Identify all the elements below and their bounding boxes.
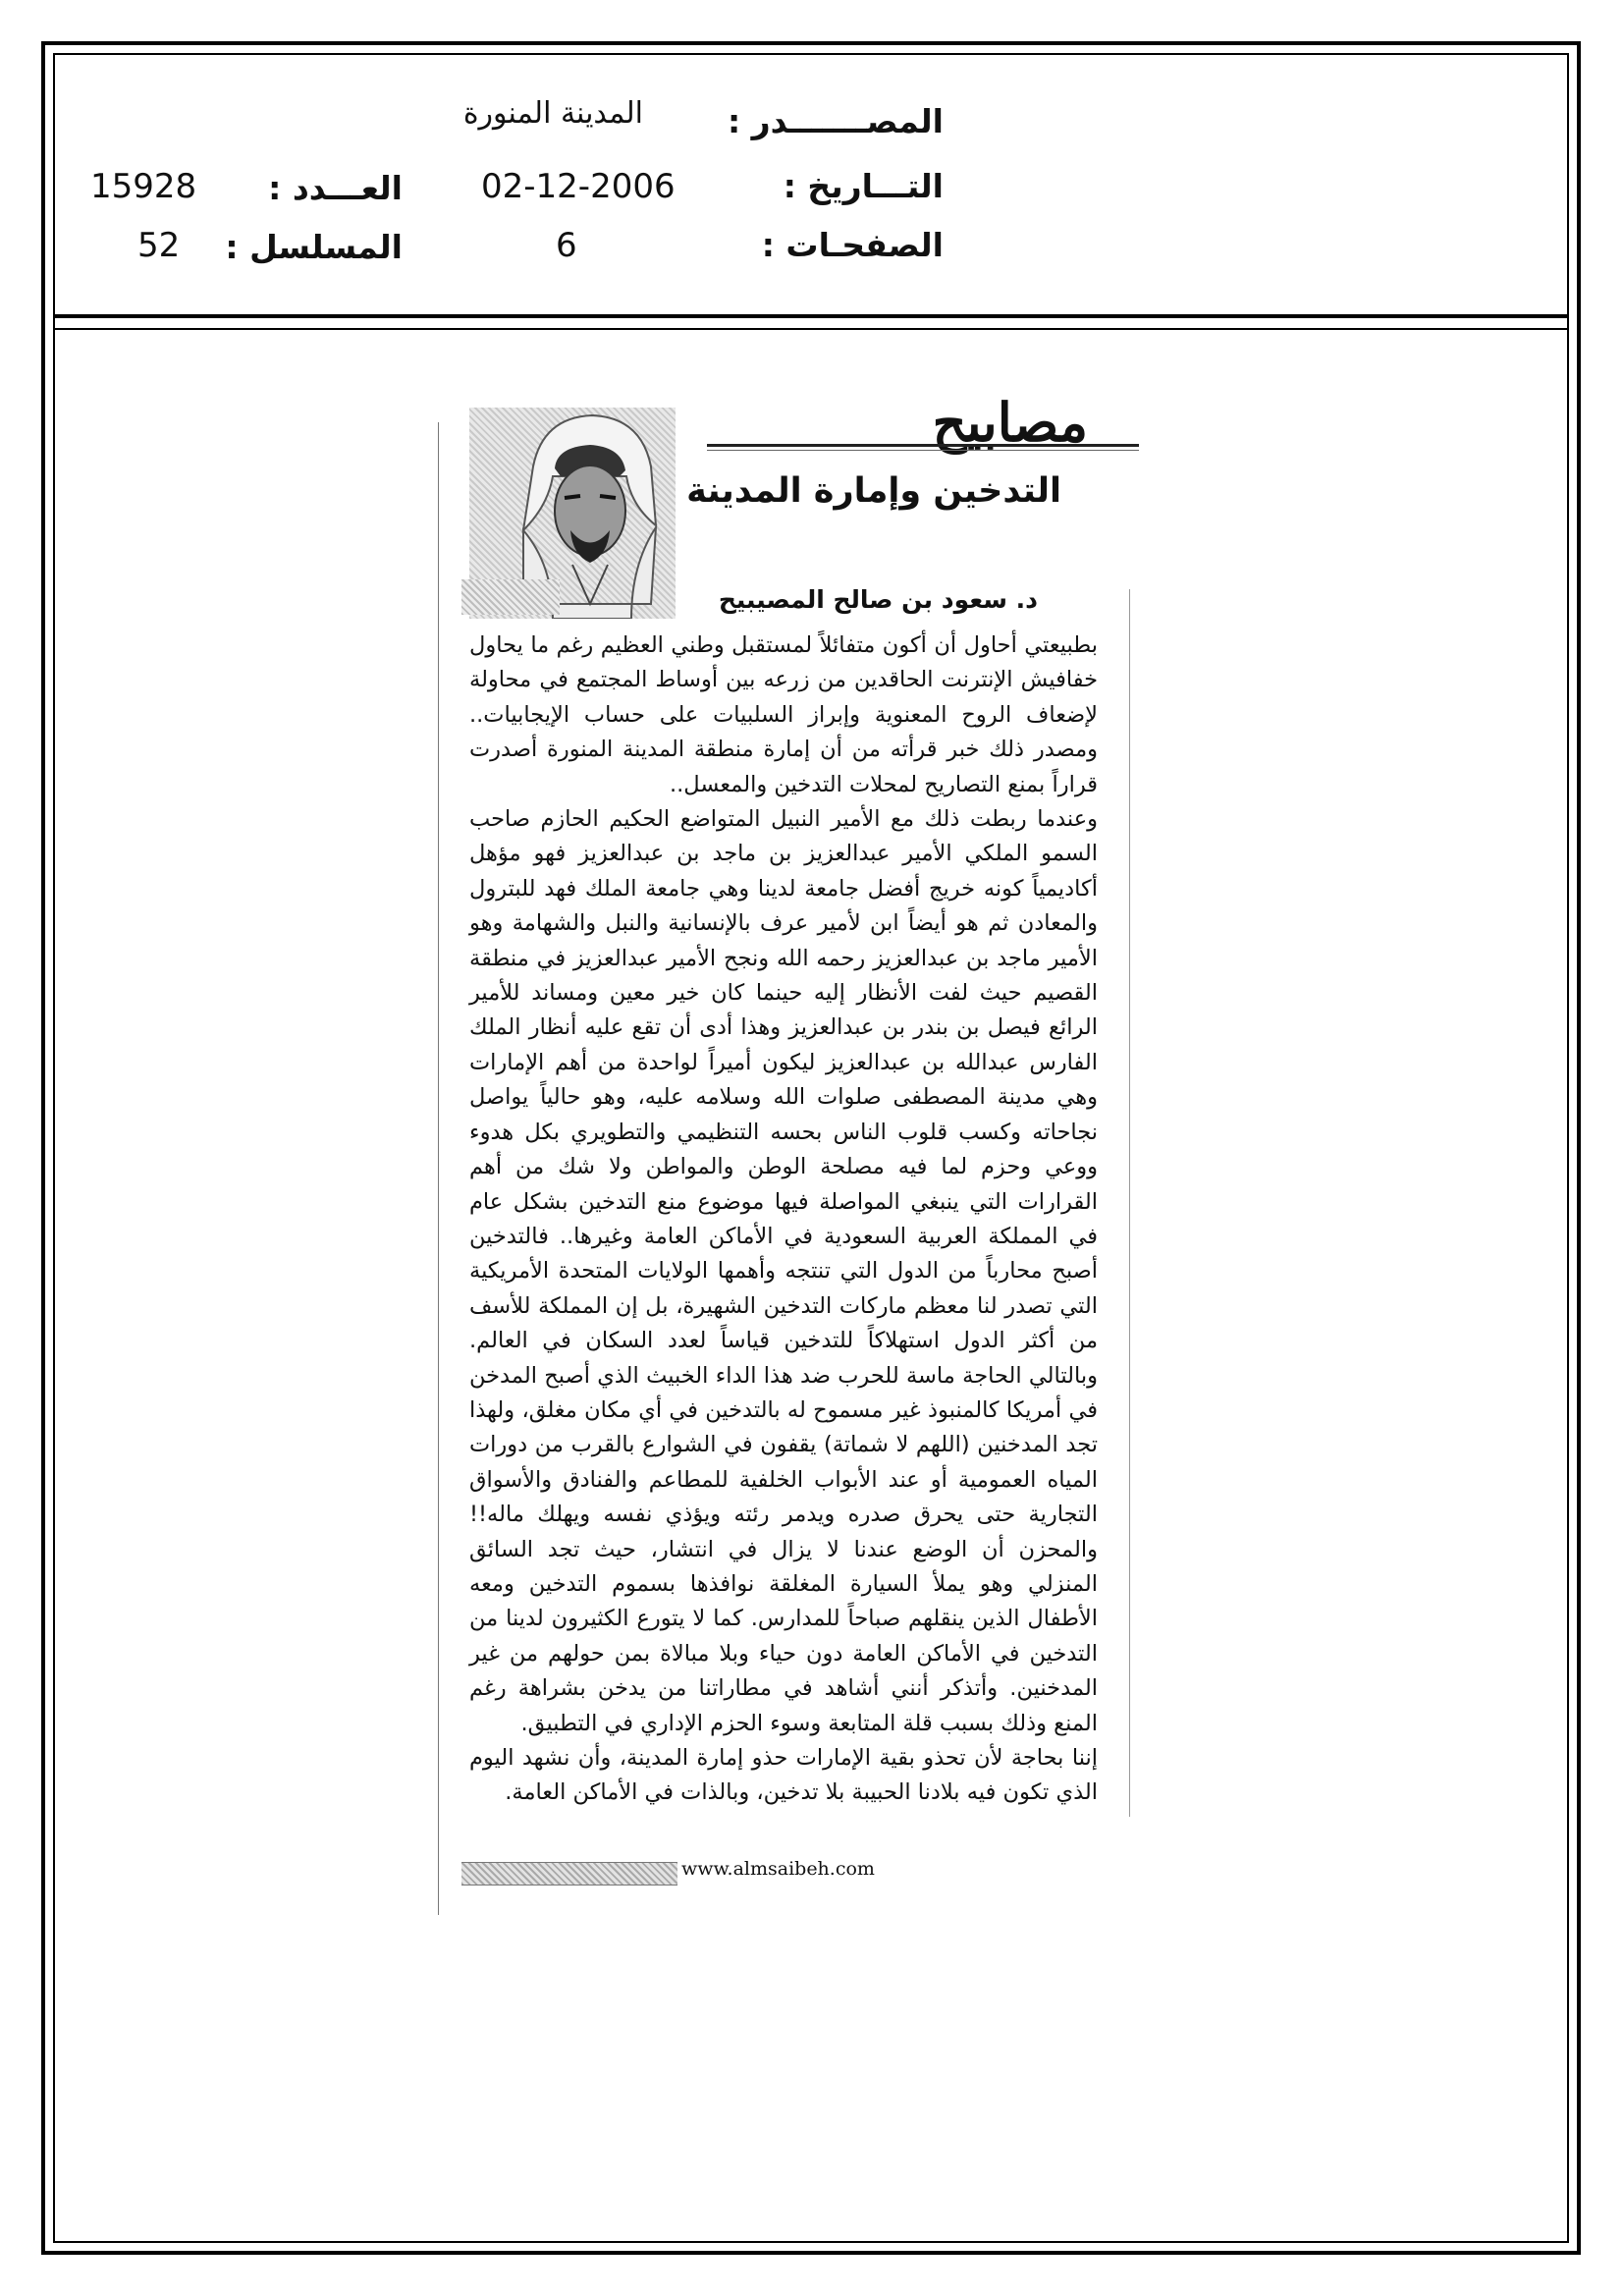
footer-pattern [461,1862,677,1886]
clipping-right-edge [1129,589,1130,1817]
clipping-left-edge [438,422,439,1915]
pages-label: الصفحـات : [761,226,944,264]
date-label: التـــاريخ : [783,167,944,205]
article-body [469,629,1098,1811]
column-title-rule-thin [707,450,1139,451]
header-separator-thin [53,328,1569,330]
issue-label: العـــدد : [268,169,403,207]
decorative-pattern [461,579,560,615]
source-value: المدينة المنورة [462,96,643,131]
date-value: 02-12-2006 [481,167,676,206]
column-title-rule [707,444,1139,447]
article-byline: د. سعود بن صالح المصيبيح [718,585,1038,614]
author-website: www.almsaibeh.com [681,1858,875,1880]
serial-label: المسلسل : [225,228,403,266]
article-paragraph: وعندما ربطت ذلك مع الأمير النبيل المتواضع الحكيم الحازم صاحب السمو الملكي الأمير عبدالعزيز بن ماجد بن عبدالعزيز فهو مؤهل أكاديمياً كونه خريج أفضل جامعة لدينا وهي جامعة الملك فهد للبترول والمعادن ثم هو أيضاً ابن لأمير عرف بالإنسانية والنبل والشهامة وهو الأمير ماجد بن عبدالعزيز رحمه الله ونجح الأمير عبدالعزيز في منطقة القصيم حيث لفت الأنظار إليه حينما كان خير معين ومساند للأمير الرائع فيصل بن بندر بن عبدالعزيز وهذا أدى أن تقع عليه أنظار الملك الفارس عبدالله بن عبدالعزيز ليكون أميراً لواحدة من أهم الإمارات وهي مدينة المصطفى صلوات الله وسلامه عليه، وهو حالياً يواصل نجاحاته وكسب قلوب الناس بحسه التنظيمي والتطويري بكل هدوء ووعي وحزم لما فيه مصلحة الوطن والمواطن ولا شك من أهم القرارات التي ينبغي المواصلة فيها موضوع منع التدخين بشكل عام في المملكة العربية السعودية في الأماكن العامة وغيرها.. فالتدخين أصبح محارباً من الدول التي تنتجه وأهمها الولايات المتحدة الأمريكية التي تصدر لنا معظم ماركات التدخين الشهيرة، بل إن المملكة للأسف من أكثر الدول استهلاكاً للتدخين قياساً لعدد السكان في العالم. وبالتالي الحاجة ماسة للحرب ضد هذا الداء الخبيث الذي أصبح المدخن في أمريكا كالمنبوذ غير مسموح له بالتدخين في أي مكان مغلق، ولهذا تجد المدخنين (اللهم لا شماتة) يقفون في الشوارع بالقرب من دورات المياه العمومية أو عند الأبواب الخلفية للمطاعم والفنادق والأسواق التجارية حتى يحرق صدره ويدمر رئته ويؤذي نفسه ويهلك ماله!! والمحزن أن الوضع عندنا لا يزال في انتشار، حيث تجد السائق المنزلي وهو يملأ السيارة المغلقة نوافذها بسموم التدخين ومعه الأطفال الذين ينقلهم صباحاً للمدارس. كما لا يتورع الكثيرون لدينا من التدخين في الأماكن العامة دون حياء وبلا مبالاة بمن حولهم من غير المدخنين. وأتذكر أنني أشاهد في مطاراتنا من يدخن بشراهة رغم المنع وذلك بسبب قلة المتابعة وسوء الحزم الإداري في التطبيق. [469,806,1098,1736]
column-title: مصابيح [932,391,1088,454]
header-separator [53,314,1569,318]
serial-value: 52 [137,226,181,265]
article-paragraph: إننا بحاجة لأن تحذو بقية الإمارات حذو إمارة المدينة، وأن نشهد اليوم الذي تكون فيه بلادنا الحبيبة بلا تدخين، وبالذات في الأماكن العامة. [469,1745,1098,1806]
pages-value: 6 [556,226,577,265]
article-paragraph: بطبيعتي أحاول أن أكون متفائلاً لمستقبل وطني العظيم رغم ما يحاول خفافيش الإنترنت الحاقدين من زرعه بين أوساط المجتمع في محاولة لإضعاف الروح المعنوية وإبراز السلبيات على حساب الإيجابيات.. ومصدر ذلك خبر قرأته من أن إمارة منطقة المدينة المنورة أصدرت قراراً بمنع التصاريح لمحلات التدخين والمعسل.. [469,632,1098,797]
issue-value: 15928 [90,167,197,206]
article-headline: التدخين وإمارة المدينة [686,471,1061,511]
source-label: المصـــــــدر : [727,102,944,140]
